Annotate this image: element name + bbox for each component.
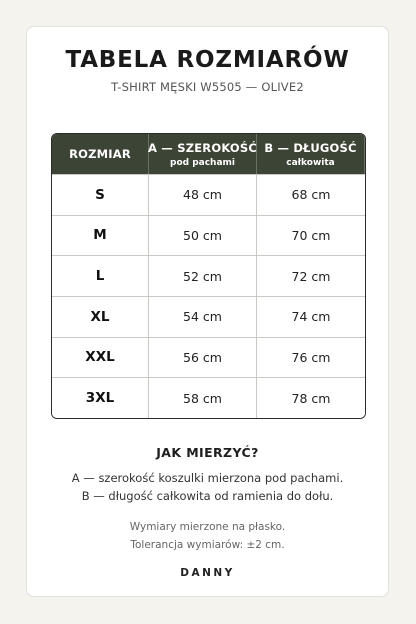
- page-title: TABELA ROZMIARÓW: [65, 47, 350, 73]
- header-size: [52, 134, 149, 174]
- cell-size: L: [52, 255, 149, 296]
- cell-length: 76 cm: [257, 337, 365, 378]
- cell-width: 48 cm: [149, 174, 257, 215]
- cell-length: 78 cm: [257, 377, 365, 418]
- header-size-label: ROZMIAR: [69, 147, 131, 161]
- note-flat: Wymiary mierzone na płasko.: [129, 521, 286, 533]
- cell-size: M: [52, 215, 149, 256]
- size-table: [51, 133, 366, 419]
- header-width-sublabel: pod pachami: [170, 157, 235, 168]
- cell-width: 54 cm: [149, 296, 257, 337]
- product-subtitle: T-SHIRT MĘSKI W5505 — OLIVE2: [111, 80, 304, 94]
- cell-width: 56 cm: [149, 337, 257, 378]
- cell-length: 74 cm: [257, 296, 365, 337]
- cell-length: 68 cm: [257, 174, 365, 215]
- cell-size: XL: [52, 296, 149, 337]
- how-to-measure-heading: JAK MIERZYĆ?: [156, 445, 259, 460]
- cell-size: S: [52, 174, 149, 215]
- cell-length: 70 cm: [257, 215, 365, 256]
- size-chart-card: [26, 26, 389, 597]
- measure-line-b: B — długość całkowita od ramienia do dołu.: [81, 489, 334, 503]
- header-width-label: A — SZEROKOŚĆ: [148, 140, 258, 155]
- cell-length: 72 cm: [257, 255, 365, 296]
- header-length: [257, 134, 365, 174]
- header-width: [149, 134, 257, 174]
- cell-size: XXL: [52, 337, 149, 378]
- header-length-sublabel: całkowita: [286, 157, 335, 168]
- header-length-label: B — DŁUGOŚĆ: [264, 140, 357, 155]
- measure-line-a: A — szerokość koszulki mierzona pod pachami.: [71, 471, 344, 485]
- cell-width: 50 cm: [149, 215, 257, 256]
- cell-width: 58 cm: [149, 377, 257, 418]
- note-tolerance: Tolerancja wymiarów: ±2 cm.: [130, 539, 285, 551]
- cell-width: 52 cm: [149, 255, 257, 296]
- cell-size: 3XL: [52, 377, 149, 418]
- brand-name: DANNY: [180, 567, 235, 579]
